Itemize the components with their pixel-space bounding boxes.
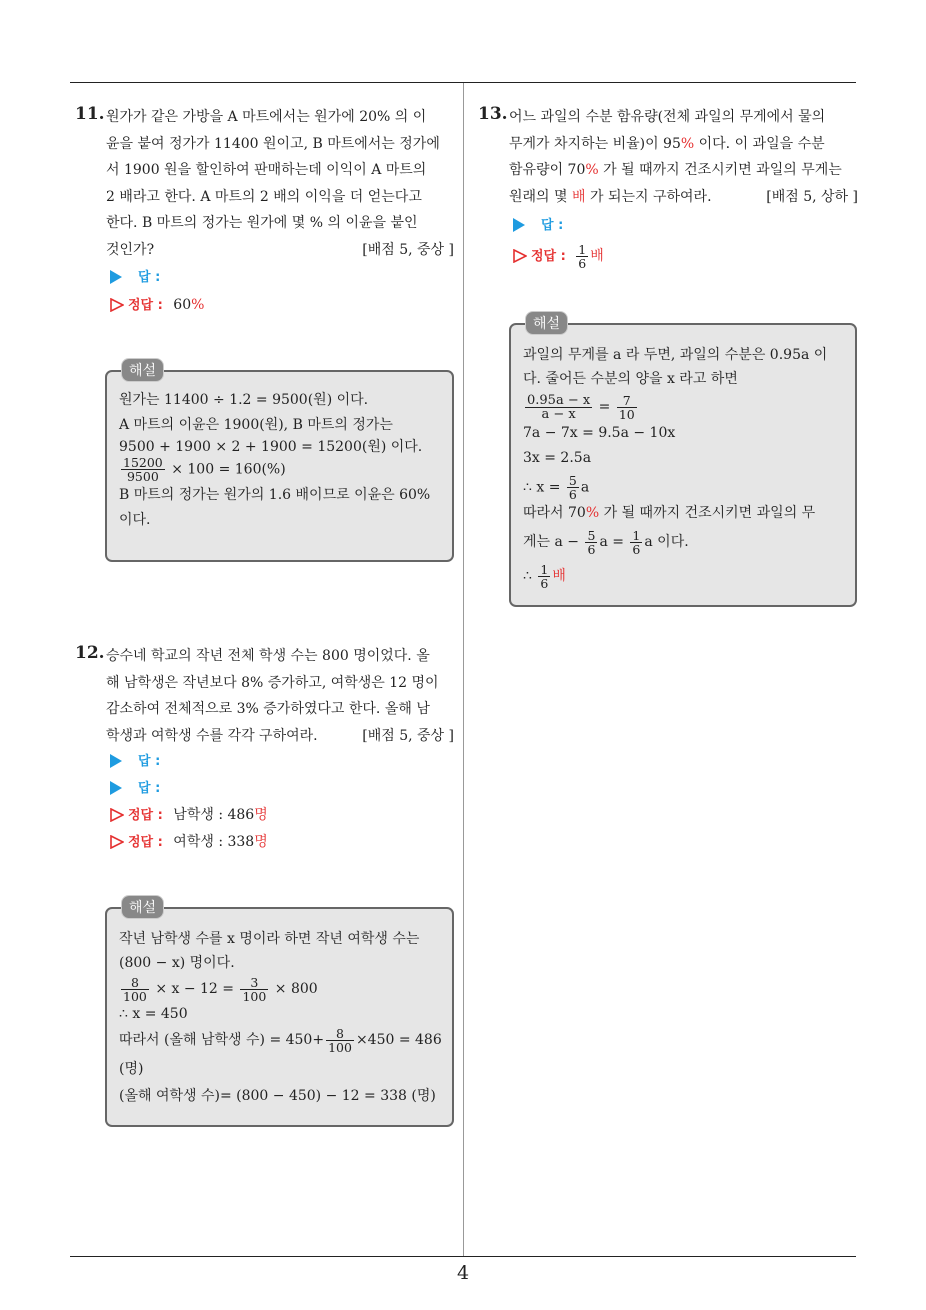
fraction: $\frac{8}{100}$ [328, 1025, 352, 1055]
correct-answer-row: 정답 : 남학생 : 486명 [110, 805, 268, 826]
fraction: $\frac{5}{6}$ [568, 473, 577, 502]
answer-row [110, 267, 160, 288]
question-text: 승수네 학교의 작년 전체 학생 수는 800 명이었다. 올 해 남학생은 작년보다 8% 증가하고, 여학생은 12 명이 감소하여 전체적으로 3% 증가하였다고 한다. 올해 남 학생과 여학생 수를 각각 구하여라. [배점 5, 중상 ] [106, 643, 454, 749]
question-line: 것인가? [배점 5, 중상 ] [106, 237, 454, 264]
play-icon [110, 754, 122, 768]
problem-11 [75, 104, 455, 334]
play-icon [110, 270, 122, 284]
solution-text: 과일의 무게를 a 라 두면, 과일의 수분은 0.95a 이 다. 줄어든 수분의 양을 x 라고 하면 $\frac{0.95a - x}{a - x}$ = $\frac{7}{10}$ 7a − 7x = 9.5a − 10x 3x = 2.5a ∴ x = $\frac{5}{6}$ a 따라서 70% 가 될 때까지 건조시키면 과일의 무 게는 a − $\frac{5}{6}$ a = $\frac{1}{6}$ a 이다. ∴ $\frac{1}{6}$ 배 [523, 347, 828, 591]
solution-label: 해설 [121, 895, 164, 919]
correct-answer-row: 정답 : 여학생 : 338명 [110, 832, 268, 853]
solution-box [509, 316, 857, 607]
outline-play-icon [110, 298, 122, 312]
fraction: $\frac{0.95a - x}{a - x}$ [527, 392, 591, 422]
question-line: 윤을 붙여 정가가 11400 원이고, B 마트에서는 정가에 [106, 135, 440, 152]
problem-13 [478, 104, 863, 274]
fraction: $\frac{8}{100}$ [123, 974, 147, 1004]
question-text: 어느 과일의 수분 함유량(전체 과일의 무게에서 물의 무게가 차지하는 비율)이 95% 이다. 이 과일을 수분 함유량이 70% 가 될 때까지 건조시키면 과일의 무게는 원래의 몇 배 가 되는지 구하여라. [배점 5, 상하 ] [509, 104, 858, 210]
question-line: 한다. B 마트의 정가는 원가에 몇 % 의 이윤을 붙인 [106, 215, 418, 231]
question-line: 서 1900 원을 할인하여 판매하는데 이익이 A 마트의 [106, 162, 427, 178]
correct-unit: % [191, 297, 205, 313]
fraction: $\frac{1}{6}$ [578, 241, 587, 271]
play-icon [110, 781, 122, 795]
solution-text: 작년 남학생 수를 x 명이라 하면 작년 여학생 수는 (800 − x) 명이다. $\frac{8}{100}$ × x − 12 = $\frac{3}{100}$ × 800 ∴ x = 450 따라서 (올해 남학생 수) = 450+ $\frac{8}{100}$ ×450 = 486 (명) (올해 여학생 수)= (800 − 450) − 12 = 338 (명) [119, 931, 442, 1104]
correct-label: 정답 : [128, 298, 163, 313]
fraction: $\frac{1}{6}$ [540, 561, 549, 591]
column-divider [463, 83, 464, 1257]
page-number: 4 [456, 1262, 470, 1284]
question-text [106, 104, 454, 263]
answer-row: 답 : [513, 215, 563, 236]
question-line: 2 배라고 한다. A 마트의 2 배의 이익을 더 얻는다고 [106, 188, 422, 205]
correct-answer-row [110, 295, 204, 316]
answer-row: 답 : [110, 778, 160, 799]
bottom-rule [70, 1256, 856, 1257]
solution-box [105, 900, 454, 1127]
correct-answer-row: 정답 : $\frac{1}{6}$ 배 [513, 241, 604, 272]
fraction: $\frac{1}{6}$ [632, 527, 641, 557]
fraction: $\frac{7}{10}$ [618, 392, 635, 422]
solution-box [105, 363, 454, 562]
solution-text: 원가는 11400 ÷ 1.2 = 9500(원) 이다. A 마트의 이윤은 1900(원), B 마트의 정가는 9500 + 1900 × 2 + 1900 = 15200(원) 이다. $\frac{15200}{9500}$ × 100 = 160(%) B 마트의 정가는 원가의 1.6 배이므로 이윤은 60% 이다. [119, 392, 431, 528]
problem-12 [75, 643, 455, 863]
question-number: 13. [478, 104, 508, 124]
question-number: 11. [75, 104, 105, 124]
fraction: $\frac{3}{100}$ [242, 974, 267, 1004]
outline-play-icon [110, 808, 122, 822]
answer-label: 답 : [138, 270, 161, 285]
solution-label: 해설 [525, 311, 568, 335]
correct-value: 60 [173, 297, 192, 313]
fraction: $\frac{15200}{9500}$ [123, 455, 163, 484]
outline-play-icon [513, 249, 525, 263]
play-icon [513, 218, 525, 232]
fraction: $\frac{5}{6}$ [587, 527, 596, 557]
score-meta: [배점 5, 중상 ] [362, 727, 454, 744]
answer-row: 답 : [110, 751, 160, 772]
question-number: 12. [75, 643, 105, 663]
question-line: 원가가 같은 가방을 A 마트에서는 원가에 20% 의 이 [106, 109, 427, 125]
solution-label: 해설 [121, 358, 164, 382]
outline-play-icon [110, 835, 122, 849]
score-meta: [배점 5, 중상 ] [362, 241, 454, 258]
score-meta: [배점 5, 상하 ] [766, 188, 858, 205]
